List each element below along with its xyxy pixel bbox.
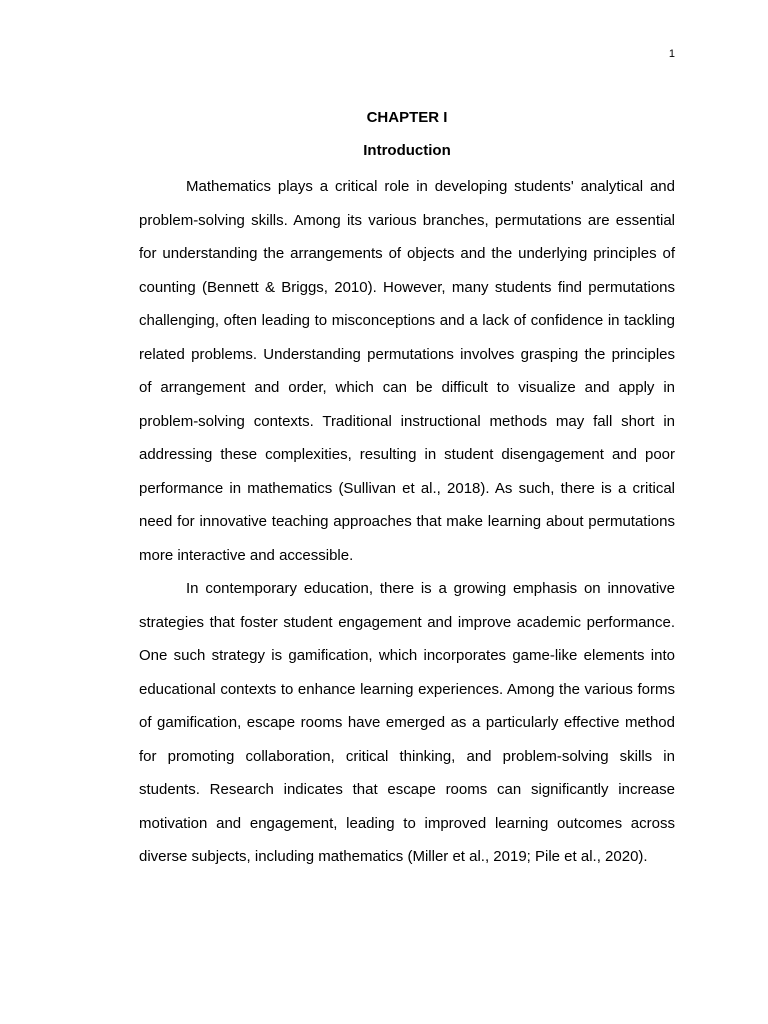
- body-text: [139, 170, 675, 874]
- chapter-label: CHAPTER I: [366, 109, 448, 126]
- paragraph: In contemporary education, there is a growing emphasis on innovative strategies that foster student engagement and improve academic performance. One such strategy is gamification, which incorporates game-like elements into educational contexts to enhance learning experiences. Among the various forms of gamification, escape rooms have emerged as a particularly effective method for promoting collaboration, critical thinking, and problem-solving skills in students. Research indicates that escape rooms can significantly increase motivation and engagement, leading to improved learning outcomes across diverse subjects, including mathematics (Miller et al., 2019; Pile et al., 2020).: [139, 580, 675, 865]
- chapter-title: Introduction: [363, 142, 451, 159]
- page-number: 1: [668, 48, 675, 60]
- paragraph: Mathematics plays a critical role in developing students' analytical and problem-solving skills. Among its various branches, permutations are essential for understanding the arrangements of objects and the underlying principles of counting (Bennett & Briggs, 2010). However, many students find permutations challenging, often leading to misconceptions and a lack of confidence in tackling related problems. Understanding permutations involves grasping the principles of arrangement and order, which can be difficult to visualize and apply in problem-solving contexts. Traditional instructional methods may fall short in addressing these complexities, resulting in student disengagement and poor performance in mathematics (Sullivan et al., 2018). As such, there is a critical need for innovative teaching approaches that make learning about permutations more interactive and accessible.: [139, 178, 675, 564]
